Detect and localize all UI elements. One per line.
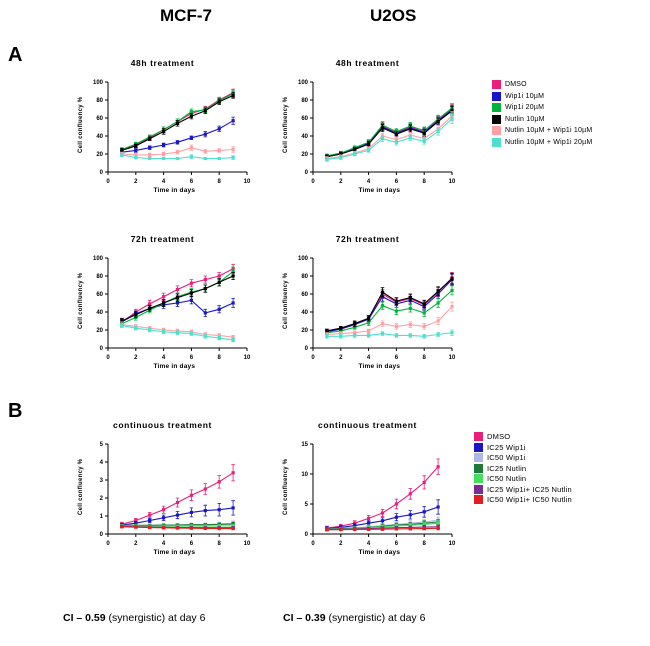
chart-mcf7-continuous <box>70 420 255 570</box>
svg-text:0: 0 <box>106 355 110 361</box>
svg-text:0: 0 <box>304 170 308 177</box>
y-axis-label: Cell confluency % <box>78 96 84 153</box>
legend-label: Wip1i 10µM <box>505 92 545 100</box>
legend-item <box>474 432 572 441</box>
legend-label: IC50 Wip1i+ IC50 Nutlin <box>487 495 572 504</box>
series-nutlin-10-m-wip1i-20-m <box>325 330 454 338</box>
svg-text:40: 40 <box>301 310 308 317</box>
svg-text:5: 5 <box>304 502 308 509</box>
svg-text:0: 0 <box>311 541 315 547</box>
svg-text:10: 10 <box>301 472 308 479</box>
chart-title: 48h treatment <box>130 58 195 68</box>
svg-text:2: 2 <box>134 179 138 185</box>
series-nutlin-10-m <box>325 273 454 332</box>
legend-swatch-icon <box>492 126 501 135</box>
chart-u2os-48h <box>275 58 460 208</box>
legend-label: IC50 Nutlin <box>487 474 527 483</box>
caption-text: (synergistic) at day 6 <box>325 612 426 624</box>
svg-text:80: 80 <box>96 98 103 105</box>
y-axis-label: Cell confluency % <box>78 458 84 515</box>
svg-text:6: 6 <box>394 355 399 361</box>
svg-text:2: 2 <box>134 541 138 547</box>
legend-item <box>492 138 592 147</box>
svg-text:4: 4 <box>366 355 371 361</box>
svg-text:0: 0 <box>304 346 308 353</box>
x-axis-label: Time in days <box>358 363 401 370</box>
svg-text:40: 40 <box>96 310 103 317</box>
chart-svg <box>70 74 255 202</box>
chart-mcf7-48h <box>70 58 255 208</box>
svg-text:4: 4 <box>161 179 166 185</box>
legend-swatch-icon <box>474 453 483 462</box>
legend-label: DMSO <box>487 432 511 441</box>
svg-text:40: 40 <box>96 134 103 141</box>
svg-text:8: 8 <box>422 541 426 547</box>
svg-text:100: 100 <box>92 256 103 263</box>
legend-label: IC25 Wip1i <box>487 442 526 452</box>
svg-text:2: 2 <box>99 496 103 503</box>
svg-text:80: 80 <box>301 274 308 281</box>
chart-title: 72h treatment <box>130 234 195 244</box>
svg-text:20: 20 <box>301 328 308 335</box>
plot-area <box>70 436 255 564</box>
legend-label: IC25 Wip1i+ IC25 Nutlin <box>487 484 572 494</box>
svg-text:4: 4 <box>99 460 103 467</box>
svg-text:10: 10 <box>448 541 456 547</box>
x-axis-label: Time in days <box>153 549 196 556</box>
legend-panel-a <box>492 80 592 149</box>
svg-text:60: 60 <box>301 116 308 123</box>
svg-text:20: 20 <box>301 152 308 159</box>
svg-text:8: 8 <box>217 355 221 361</box>
svg-text:4: 4 <box>366 179 371 185</box>
legend-item <box>492 126 592 135</box>
plot-area <box>70 74 255 202</box>
svg-text:80: 80 <box>301 98 308 105</box>
svg-text:10: 10 <box>448 355 456 361</box>
svg-text:20: 20 <box>96 328 103 335</box>
x-axis-label: Time in days <box>358 187 401 194</box>
y-axis-label: Cell confluency % <box>283 96 289 153</box>
svg-text:8: 8 <box>217 541 221 547</box>
chart-svg <box>275 250 460 378</box>
svg-text:6: 6 <box>189 179 194 185</box>
svg-text:60: 60 <box>96 116 103 123</box>
svg-text:0: 0 <box>311 355 315 361</box>
chart-title: continuous treatment <box>318 420 417 430</box>
legend-item <box>474 464 572 473</box>
legend-panel-b <box>474 432 572 506</box>
svg-text:8: 8 <box>422 179 426 185</box>
x-axis-label: Time in days <box>153 363 196 370</box>
legend-label: DMSO <box>505 81 527 88</box>
chart-u2os-72h <box>275 234 460 384</box>
y-axis-label: Cell confluency % <box>283 458 289 515</box>
chart-title: 48h treatment <box>335 58 400 68</box>
legend-label: Wip1i 20µM <box>505 104 545 111</box>
legend-swatch-icon <box>492 115 501 124</box>
svg-text:10: 10 <box>243 541 251 547</box>
chart-svg <box>70 436 255 564</box>
svg-text:6: 6 <box>189 541 194 547</box>
series-dmso <box>325 272 454 332</box>
svg-text:100: 100 <box>297 80 308 87</box>
svg-text:10: 10 <box>243 355 251 361</box>
caption-u2os <box>283 612 425 624</box>
svg-text:0: 0 <box>106 179 110 185</box>
svg-text:10: 10 <box>243 179 251 185</box>
y-axis-label: Cell confluency % <box>78 272 84 329</box>
legend-swatch-icon <box>492 103 501 112</box>
legend-item <box>492 115 592 124</box>
svg-text:6: 6 <box>394 541 399 547</box>
panel-letter-b: B <box>8 400 23 422</box>
svg-text:6: 6 <box>394 179 399 185</box>
legend-item <box>474 495 572 504</box>
y-axis-label: Cell confluency % <box>283 272 289 329</box>
series-nutlin-10-m <box>120 272 235 323</box>
legend-swatch-icon <box>474 464 483 473</box>
legend-swatch-icon <box>492 92 501 101</box>
svg-text:15: 15 <box>301 442 308 449</box>
legend-swatch-icon <box>474 474 483 483</box>
legend-swatch-icon <box>492 138 501 147</box>
series-nutlin-10-m-wip1i-10-m <box>325 302 454 336</box>
svg-text:2: 2 <box>339 541 343 547</box>
svg-text:2: 2 <box>339 355 343 361</box>
legend-label: Nutlin 10µM + Wip1i 20µM <box>505 138 593 146</box>
svg-text:5: 5 <box>99 442 103 449</box>
legend-label: Nutlin 10µM <box>505 115 545 123</box>
series-nutlin-10-m-wip1i-20-m <box>120 324 235 342</box>
plot-area <box>275 74 460 202</box>
chart-title: 72h treatment <box>335 234 400 244</box>
legend-swatch-icon <box>492 80 501 89</box>
plot-area <box>70 250 255 378</box>
chart-title: continuous treatment <box>113 420 212 430</box>
svg-text:0: 0 <box>311 179 315 185</box>
legend-swatch-icon <box>474 485 483 494</box>
chart-svg <box>275 74 460 202</box>
svg-text:100: 100 <box>297 256 308 263</box>
plot-area <box>275 436 460 564</box>
caption-ci-value: CI – 0.39 <box>283 612 326 624</box>
panel-letter-a: A <box>8 44 23 66</box>
svg-text:100: 100 <box>92 80 103 87</box>
legend-label: Nutlin 10µM + Wip1i 10µM <box>505 127 593 134</box>
svg-text:8: 8 <box>217 179 221 185</box>
column-title-u2os: U2OS <box>370 6 417 25</box>
legend-label: IC50 Wip1i <box>487 453 526 462</box>
legend-swatch-icon <box>474 495 483 504</box>
svg-text:1: 1 <box>99 514 103 521</box>
caption-mcf7 <box>63 612 205 624</box>
svg-text:40: 40 <box>301 134 308 141</box>
chart-svg <box>275 436 460 564</box>
chart-mcf7-72h <box>70 234 255 384</box>
svg-text:6: 6 <box>189 355 194 361</box>
svg-text:0: 0 <box>304 532 308 539</box>
svg-text:60: 60 <box>96 292 103 299</box>
chart-u2os-continuous <box>275 420 460 570</box>
svg-text:0: 0 <box>106 541 110 547</box>
svg-text:2: 2 <box>339 179 343 185</box>
svg-text:60: 60 <box>301 292 308 299</box>
svg-text:0: 0 <box>99 532 103 539</box>
legend-swatch-icon <box>474 432 483 441</box>
legend-item <box>474 453 572 462</box>
x-axis-label: Time in days <box>153 187 196 194</box>
legend-item <box>492 103 592 112</box>
svg-text:4: 4 <box>161 355 166 361</box>
svg-text:4: 4 <box>161 541 166 547</box>
svg-text:20: 20 <box>96 152 103 159</box>
svg-text:0: 0 <box>99 170 103 177</box>
chart-svg <box>70 250 255 378</box>
plot-area <box>275 250 460 378</box>
caption-ci-value: CI – 0.59 <box>63 612 106 624</box>
svg-text:2: 2 <box>134 355 138 361</box>
svg-text:3: 3 <box>99 478 103 485</box>
legend-item <box>492 92 592 101</box>
legend-item <box>492 80 592 89</box>
series-nutlin-10-m <box>325 106 454 158</box>
svg-text:80: 80 <box>96 274 103 281</box>
legend-swatch-icon <box>474 443 483 452</box>
legend-item <box>474 474 572 483</box>
x-axis-label: Time in days <box>358 549 401 556</box>
caption-text: (synergistic) at day 6 <box>105 612 206 624</box>
legend-item <box>474 485 572 494</box>
svg-text:4: 4 <box>366 541 371 547</box>
svg-text:8: 8 <box>422 355 426 361</box>
legend-label: IC25 Nutlin <box>487 463 527 473</box>
legend-item <box>474 443 572 452</box>
svg-text:10: 10 <box>448 179 456 185</box>
svg-text:0: 0 <box>99 346 103 353</box>
column-title-mcf7: MCF-7 <box>160 6 212 25</box>
